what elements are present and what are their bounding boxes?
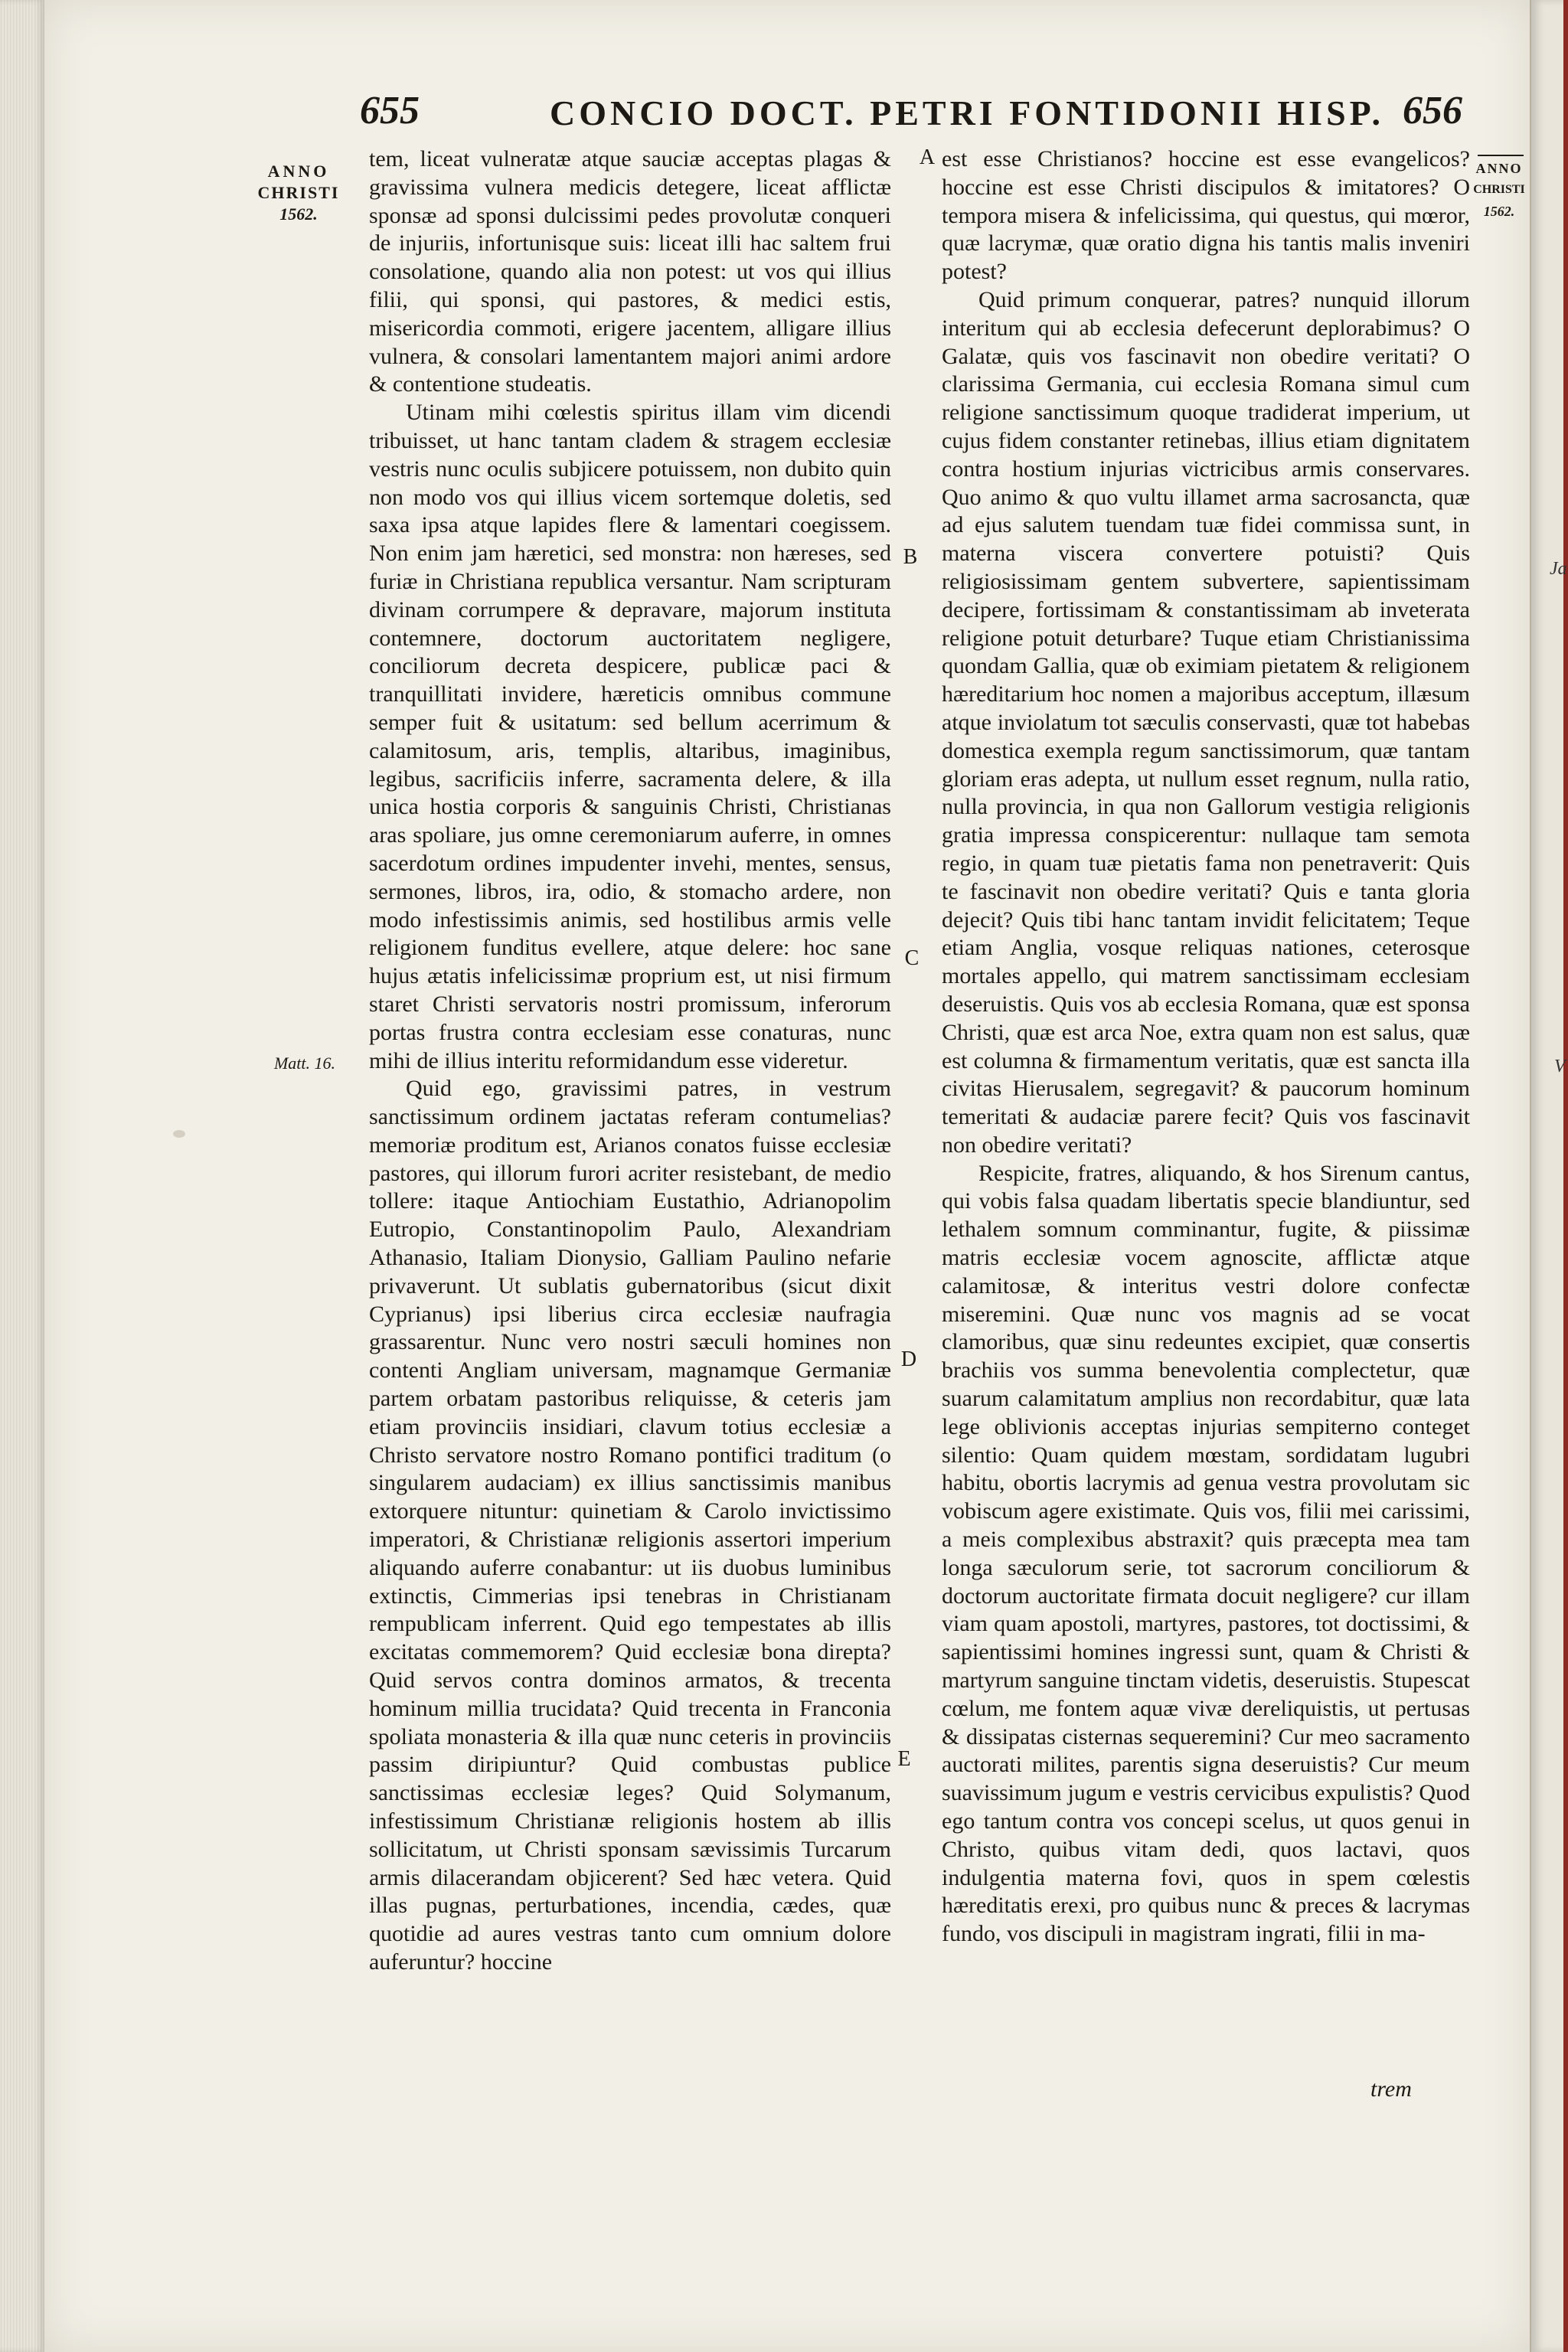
paragraph: tem, liceat vulneratæ atque sauciæ acceptas plagas & gravissima vulnera medicis detegere, liceat afflictæ sponsæ ad sponsi dulcissimi pedes provolutæ conqueri de injuriis, infortunisque suis: liceat illi hac saltem frui consolatione, quando alia non potest: ut vos qui illius filii, qui sponsi, qui pastores, & medici estis, misericordia commoti, erigere jacentem, alligare illius vulnera, & consolari lamentantem majori animi ardore & contentione studeatis.	[369, 146, 891, 397]
section-letter-e: E	[897, 1747, 911, 1771]
paragraph: est esse Christianos? hoccine est esse evangelicos? hoccine est esse Christi discipulos & imitatores? O tempora misera & infelicissima, qui questus, qui mœror, quæ lacrymæ, quæ oratio digna his tantis malis inveniri potest?	[942, 146, 1470, 285]
page-number-right: 656	[1403, 89, 1462, 132]
section-letter-b: B	[903, 545, 918, 569]
christi-word: CHRISTI	[1473, 183, 1525, 196]
paragraph: Utinam mihi cœlestis spiritus illam vim dicendi tribuisset, ut hanc tantam cladem & stragem ecclesiæ vestris nunc oculis subjicere potuissem, non dubito quin non modo vos qui illius vicem sortemque doletis, sed saxa ipsa atque lapides flere & lamentari coegissem. Non enim jam hæretici, sed monstra: non hæreses, sed furiæ in Christiana republica versantur. Nam scripturam divinam corrumpere & depravare, majorum instituta contemnere, doctorum auctoritatem negligere, conciliorum decreta despicere, publicæ paci & tranquillitati invidere, hæreticis omnibus commune semper fuit & usitatum: sed bellum acerrimum & calamitosum, aris, templis, altaribus, imaginibus, legibus, sacrificiis inferre, sacramenta delere, & illa unica hostia corporis & sanguinis Christi, Christianas aras spoliare, jus omne ceremoniarum auferre, in omnes sacerdotum ordines impudenter invehi, mentes, sensus, sermones, libros, ira, odio, & stomacho ardere, non modo infestissimis animis, sed hostilibus armis velle religionem funditus evellere, atque delere: hoc sane hujus ætatis infelicissimæ proprium est, ut nisi firmum staret Christi servatoris nostri promissum, inferorum portas frustra contra ecclesiam esse conaturas, nunc mihi de illius interitu reformidandum esse videretur.	[369, 400, 891, 1073]
anno-word: ANNO	[1475, 161, 1523, 176]
margin-citation: Matt. 16.	[273, 1054, 336, 1073]
christi-word: CHRISTI	[257, 183, 340, 202]
anno-word: ANNO	[267, 162, 330, 181]
section-letter-c: C	[904, 946, 920, 970]
paragraph: Quid primum conquerar, patres? nunquid illorum interitum qui ab ecclesia defecerunt deplorabimus? O Galatæ, quis vos fascinavit non obedire veritati? O clarissima Germania, cui ecclesia Romana simul cum religione sanctissimum quoque tradiderat imperium, ut cujus fidem constanter retinebas, illius etiam dignitatem contra hostium injurias victricibus armis conservares. Quo animo & quo vultu illamet arma sacrosancta, quæ ad ejus salutem tuendam tuæ fidei commissa sunt, in materna viscera convertere potuisti? Quis religiosissimam gentem subvertere, sapientissimam decipere, fortissimam & constantissimam ab inveterata religione potuit deturbare? Tuque etiam Christianissima quondam Gallia, quæ ob eximiam pietatem & religionem hæreditarium hoc nomen a majoribus acceptum, illæsum atque inviolatum tot sæculis conservasti, quæ tot habebas domestica exempla regum sanctissimorum, quæ tantam gloriam eras adepta, ut nullum esset regnum, nulla ratio, nulla provincia, in qua non Gallorum vestigia religionis gratia impressa conspicerentur: nullaque tam semota regio, in quam tuæ pietatis fama non penetraverit: Quis te fascinavit non obedire veritati? Quis e tanta gloria dejecit? Quis tibi hanc tantam invidit felicitatem; Teque etiam Anglia, vosque reliquas nationes, ceterosque mortales appello, qui matrem sanctissimam ecclesiam deseruistis. Quis vos ab ecclesia Romana, quæ est sponsa Christi, quæ est arca Noe, extra quam non est salus, quæ est columna & firmamentum veritatis, quæ est sancta illa civitas Hierusalem, segregavit? & paucorum hominum temeritati & audaciæ parere fecit? Quis vos fascinavit non obedire veritati?	[942, 286, 1470, 1158]
facing-page-edge	[1530, 0, 1568, 2352]
facing-page-fragment: Ja	[1550, 559, 1567, 579]
text-column-left	[369, 145, 891, 1977]
facing-page-fragment: V	[1554, 1057, 1566, 1076]
page-edges	[0, 0, 44, 2352]
margin-anno-left	[253, 161, 345, 225]
section-letter-a: A	[919, 145, 936, 169]
page-header	[0, 88, 1568, 149]
margin-anno-right	[1468, 158, 1530, 222]
year: 1562.	[1483, 204, 1515, 219]
catchword: trem	[1370, 2076, 1412, 2102]
binding-strip	[1563, 0, 1568, 2352]
paragraph: Quid ego, gravissimi patres, in vestrum sanctissimum ordinem jactatas referam contumelias? memoriæ proditum est, Arianos conatos fuisse ecclesiæ pastores, qui illorum furori acriter resistebant, de medio tollere: itaque Antiochiam Eustathio, Adrianopolim Eutropio, Constantinopolim Paulo, Alexandriam Athanasio, Italiam Dionysio, Galliam Paulino nefarie privaverunt. Ut sublatis gubernatoribus (sicut dixit Cyprianus) ipsi liberius circa ecclesiæ naufragia grassarentur. Nunc vero nostri sæculi homines non contenti Angliam universam, magnamque Germaniæ partem orbatam pastoribus reliquisse, & ceteris jam etiam provinciis insidiari, clavum totius ecclesiæ a Christo servatore nostro Romano pontifici traditum (o singularem audaciam) ex illius sanctissimis manibus extorquere nituntur: quinetiam & Carolo invictissimo imperatori, & Christianæ religionis assertori imperium aliquando auferre conabantur: ut iis duobus luminibus extinctis, Cimmerias ipsi tenebras in Christianam rempublicam inferrent. Quid ego tempestates ab illis excitatas commemorem? Quid ecclesiæ bona direpta? Quid servos contra dominos armatos, & trecenta hominum millia trucidata? Quid trecenta in Franconia spoliata monasteria & illa quæ nunc ceteris in provinciis passim diripiuntur? Quid combustas publice sanctissimas ecclesiæ leges? Quid Solymanum, infestissimum Christianæ religionis hostem ab illis sollicitatum, ut Christi sponsam sævissimis Turcarum armis dilacerandam objicerent? Sed hæc vetera. Quid illas pugnas, perturbationes, incendia, cædes, quæ quotidie ad aures vestras tanto cum omnium dolore auferuntur? hoccine	[369, 1076, 891, 1975]
margin-rule	[1478, 155, 1524, 156]
section-letter-d: D	[900, 1348, 917, 1371]
text-column-right	[942, 145, 1470, 1949]
page-number-left: 655	[360, 89, 420, 132]
paragraph: Respicite, fratres, aliquando, & hos Sirenum cantus, qui vobis falsa quadam libertatis specie blandiuntur, sed lethalem somnum comminantur, fugite, & piissimæ matris ecclesiæ vocem agnoscite, afflictæ atque calamitosæ, & interitus vestri dolore confectæ miseremini. Quæ nunc vos magnis ad se vocat clamoribus, quæ sinu redeuntes excipiet, quæ consertis brachiis vos summa benevolentia complectetur, quæ suarum calamitatum amplius non recordabitur, quæ lata lege oblivionis acceptas injurias sempiterno conteget silentio: Quam quidem mœstam, sordidatam lugubri habitu, obortis lacrymis ad genua vestra provolutam sic vobiscum agere existimate. Quis vos, filii mei carissimi, a meis complexibus abstraxit? quis præcepta mea tam longa sæculorum serie, tot sacrorum conciliorum & doctorum auctoritate firmata docuit negligere? cur illam viam quam apostoli, martyres, pastores, tot doctissimi, & sapientissimi homines ingressi sunt, quam & Christi & martyrum sanguine tinctam videtis, deseruistis. Stupescat cœlum, me fontem aquæ vivæ dereliquistis, ut pertusas & dissipatas cisternas sequeremini? Cur meo sacramento auctorati milites, parentis signa deseruistis? Cur meum suavissimum jugum e vestris cervicibus expulistis? Quod ego tantum contra vos concepi scelus, ut quos genui in Christo, quibus vitam dedi, quos lactavi, quos indulgentia materna fovi, quos in spem cœlestis hæreditatis erexi, pro quibus nunc & preces & lacrymas fundo, vos discipuli in magistram ingrati, filii in ma-	[942, 1160, 1470, 1947]
year: 1562.	[279, 204, 318, 224]
paper-stain	[173, 1130, 185, 1138]
running-head: CONCIO DOCT. PETRI FONTIDONII HISP.	[550, 93, 1385, 132]
